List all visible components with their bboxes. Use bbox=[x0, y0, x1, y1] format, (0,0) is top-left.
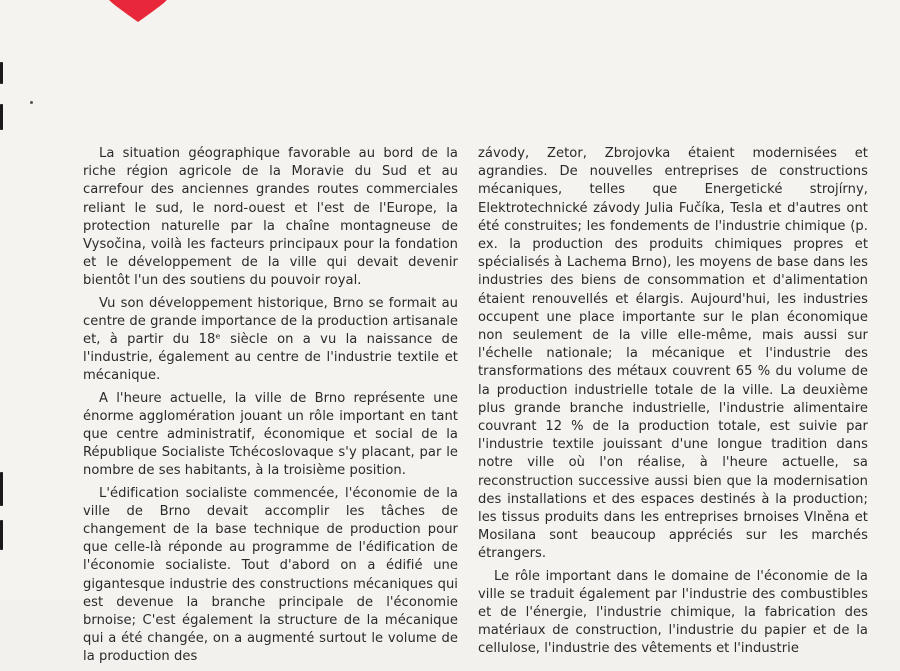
binding-mark bbox=[0, 62, 3, 84]
paragraph: L'édification socialiste commencée, l'économie de la ville de Brno devait accomplir les tâches de changement de la base technique de production pour que celle-là réponde au programme de l'édification de l'économie socialiste. Tout d'abord on a édifié une gigantesque industrie des constructions mécaniques qui est devenue la branche principale de l'économie brnoise; C'est également la structure de la mécanique qui a été changée, on a augmenté surtout le volume de la production des bbox=[83, 485, 458, 665]
paragraph: Vu son développement historique, Brno se formait au centre de grande importance de la production artisanale et, à partir du 18ᵉ siècle on a vu la naissance de l'industrie, également au centre de l'industrie textile et mécanique. bbox=[83, 295, 458, 384]
red-shield-emblem-icon bbox=[90, 0, 186, 24]
paragraph: La situation géographique favorable au bord de la riche région agricole de la Moravie du Sud et au carrefour des anciennes grandes routes commerciales reliant le sud, le nord-ouest et l'est de l'Europe, la protection naturelle par la chaîne montagneuse de Vysočina, voilà les facteurs principaux pour la fondation et le développement de la ville qui devait devenir bientôt l'un des soutiens du pouvoir royal. bbox=[83, 146, 458, 289]
binding-mark bbox=[0, 104, 3, 130]
paragraph: A l'heure actuelle, la ville de Brno représente une énorme agglomération jouant un rôle important en tant que centre administratif, économique et social de la République Socialiste Tchécoslovaque s'y placant, par le nombre de ses habitants, à la troisième position. bbox=[83, 390, 458, 479]
left-text-column bbox=[83, 145, 458, 671]
binding-mark bbox=[0, 520, 3, 550]
speck-mark bbox=[30, 101, 33, 104]
right-text-column bbox=[478, 145, 868, 663]
paragraph: Le rôle important dans le domaine de l'économie de la ville se traduit également par l'industrie des combustibles et de l'énergie, l'industrie chimique, la fabrication des matériaux de construction, l'industrie du papier et de la cellulose, l'industrie des vêtements et l'industrie bbox=[478, 568, 868, 657]
paragraph-continuation: závody, Zetor, Zbrojovka étaient modernisées et agrandies. De nouvelles entreprises de constructions mécaniques, telles que Energetické strojírny, Elektrotechnické závody Julia Fučíka, Tesla et d'autres ont été construites; les fondements de l'industrie chimique (p. ex. la production des produits chimiques propres et spécialisés à Lachema Brno), les moyens de base dans les industries des biens de consommation et d'alimentation étaient renouvellés et élargis. Aujourd'hui, les industries occupent une place importante sur le plan économique non seulement de la ville elle-même, mais aussi sur l'échelle nationale; la mécanique et l'industrie des transformations des métaux couvrent 65 % du volume de la production industrielle totale de la ville. La deuxième plus grande branche industrielle, l'industrie alimentaire couvrant 12 % de la production totale, est suivie par l'industrie textile jouissant d'une longue tradition dans notre ville où l'on réalise, à l'heure actuelle, sa reconstruction successive aussi bien que la modernisation des installations et des espaces destinés à la production; les tissus produits dans les entreprises brnoises Vlněna et Mosilana sont beaucoup appréciés sur les marchés étrangers. bbox=[478, 146, 868, 562]
binding-mark bbox=[0, 472, 3, 506]
